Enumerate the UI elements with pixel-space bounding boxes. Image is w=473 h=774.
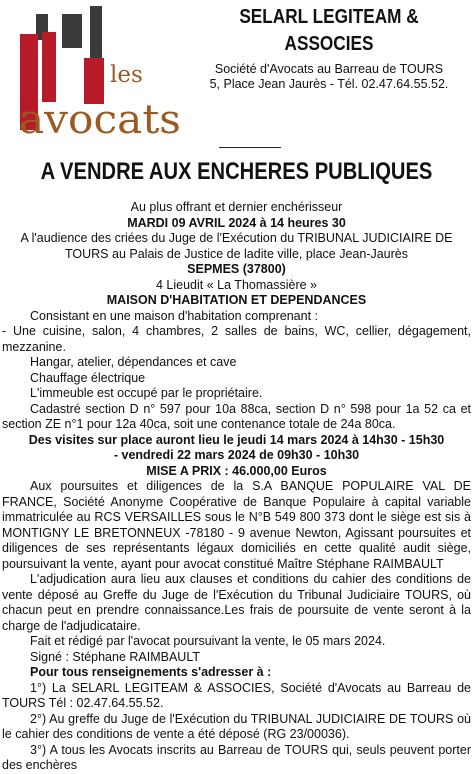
separator-rule (219, 147, 281, 148)
description-heating: Chauffage électrique (30, 370, 146, 385)
firm-header (186, 4, 472, 92)
legal-signed: Signé : Stéphane RAIMBAULT (30, 649, 200, 664)
property-title: MAISON D'HABITATION ET DEPENDANCES (106, 293, 367, 307)
reserve-price: MISE A PRIX : 46.000,00 Euros (146, 463, 327, 478)
firm-name-line2: ASSOCIES (284, 33, 374, 55)
legal-conditions: L'adjudication aura lieu aux clauses et conditions du cahier des conditions de vente déposé au Greffe du Juge de l'Exécution du Tribunal Judiciaire TOURS, où chacun peut en prendre connaissance.Les frais de poursuite de vente seront à la charge de l'adjudicataire. (2, 572, 471, 633)
sale-hearing: A l'audience des criées du Juge de l'Exécution du TRIBUNAL JUDICIAIRE DE TOURS au Palais de Justice de ladite ville, place Jean-Jaurès (20, 231, 453, 261)
logo-text-avocats: avocats (19, 97, 181, 138)
firm-name-line1: SELARL LEGITEAM & (239, 6, 419, 28)
page-title: A VENDRE AUX ENCHERES PUBLIQUES (40, 158, 433, 185)
property-town: SEPMES (37800) (187, 262, 286, 276)
description-occupancy: L'immeuble est occupé par le propriétaire. (30, 386, 263, 400)
contact-item-1: 1°) La SELARL LEGITEAM & ASSOCIES, Société d'Avocats au Barreau de TOURS Tél : 02.47.64.55.52. (2, 680, 471, 710)
firm-subtitle: Société d'Avocats au Barreau de TOURS (214, 62, 444, 76)
sale-offer: Au plus offrant et dernier enchérisseur (130, 200, 343, 214)
visits-line2: - vendredi 22 mars 2024 de 09h30 - 10h30 (113, 448, 360, 462)
les-avocats-logo (14, 6, 186, 138)
notice-body (2, 200, 471, 774)
logo-dark-bar-right (90, 6, 102, 62)
logo-red-bar-center (42, 32, 56, 102)
logo-graphic (14, 6, 186, 138)
description-rooms: - Une cuisine, salon, 4 chambres, 2 salles de bains, WC, cellier, dégagement, mezzanine. (2, 324, 471, 354)
property-locality: 4 Lieudit « La Thomassière » (156, 277, 317, 292)
contact-item-3: 3°) A tous les Avocats inscrits au Barreau de TOURS qui, seuls peuvent porter des enchères (2, 742, 471, 772)
legal-plaintiff: Aux poursuites et diligences de la S.A BANQUE POPULAIRE VAL DE FRANCE, Société Anonyme Coopérative de Banque Populaire à capital variable immatriculée au RCS VERSAILLES sous le N°B 549 800 373 dont le siège est sis à MONTIGNY LE BRETONNEUX -78180 - 9 avenue Newton, Agissant poursuites et diligences de ses représentants légaux domiciliés en cette qualité audit siège, poursuivant la vente, ayant pour avocat constitué Maître Stéphane RAIMBAULT (2, 479, 471, 571)
contacts-heading: Pour tous renseignements s'adresser à : (30, 665, 272, 679)
description-cadastre: Cadastré section D n° 597 pour 10a 88ca, section D n° 598 pour 1a 52 ca et section ZE n°1 pour 12a 40ca, soit une contenance totale de 24a 80ca. (2, 401, 471, 431)
firm-address: 5, Place Jean Jaurès - Tél. 02.47.64.55.52. (209, 77, 449, 91)
contact-item-2: 2°) Au greffe du Juge de l'Exécution du TRIBUNAL JUDICIAIRE DE TOURS où le cahier des conditions de vente a été déposé (RG 23/00036). (2, 711, 471, 741)
legal-drafted: Fait et rédigé par l'avocat poursuivant la vente, le 05 mars 2024. (30, 634, 386, 648)
description-outbuildings: Hangar, atelier, dépendances et cave (30, 355, 237, 369)
logo-text-les: les (110, 62, 143, 88)
visits-line1: Des visites sur place auront lieu le jeudi 14 mars 2024 à 14h30 - 15h30 (28, 432, 445, 447)
sale-date: MARDI 09 AVRIL 2024 à 14 heures 30 (127, 215, 346, 230)
description-intro: Consistant en une maison d'habitation comprenant : (30, 308, 318, 323)
logo-dark-bar-center (62, 14, 82, 48)
